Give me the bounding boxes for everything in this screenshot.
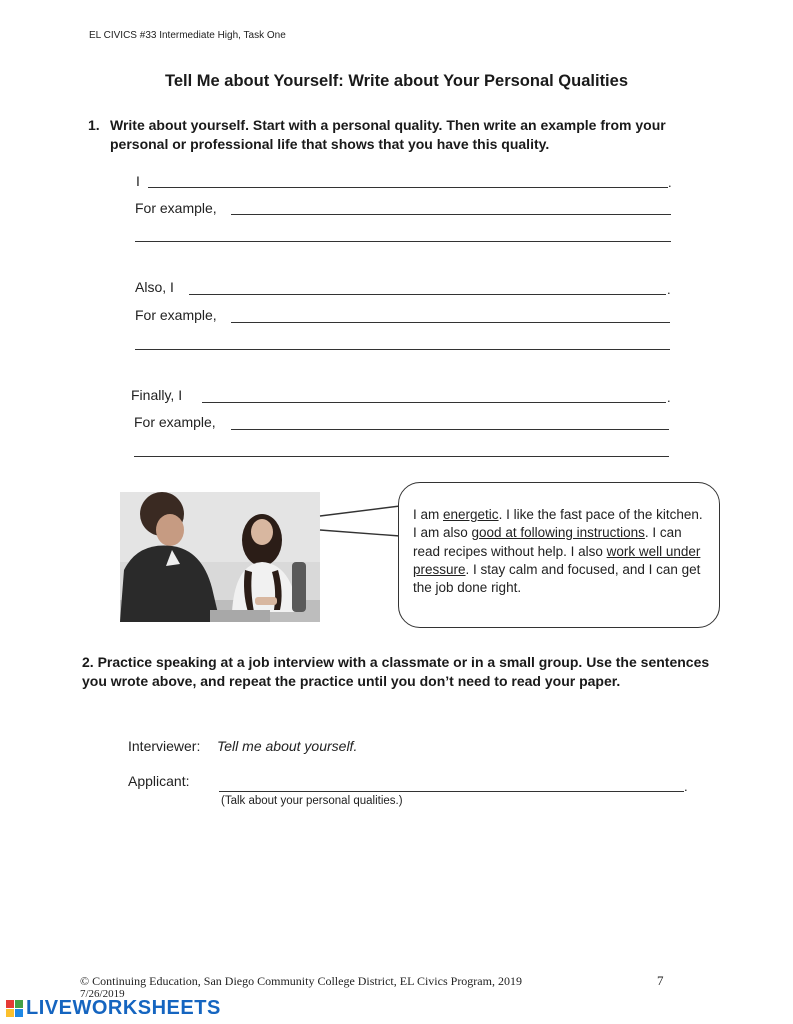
question-2-number: 2. [82, 654, 94, 670]
third-quality-blank[interactable] [202, 402, 666, 403]
second-example-prompt: For example, [135, 307, 217, 323]
question-2-text: Practice speaking at a job interview with a classmate or in a small group. Use the sentences you wrote above, and repeat the practice until you don’t need to read your paper. [82, 654, 710, 689]
worksheet-title: Tell Me about Yourself: Write about Your Personal Qualities [165, 72, 628, 90]
third-quality-period: . [667, 390, 671, 405]
first-quality-prompt: I [136, 173, 140, 189]
second-example-blank[interactable] [231, 322, 670, 323]
interview-photo [120, 492, 320, 622]
bubble-text-part: . I stay calm and focused, and I can get the job done right. [413, 561, 701, 596]
grid-square [6, 1009, 14, 1017]
applicant-answer-blank[interactable] [219, 791, 684, 792]
second-quality-prompt: Also, I [135, 279, 174, 295]
liveworksheets-wordmark: LIVEWORKSHEETS [26, 997, 221, 1019]
question-1 [88, 116, 708, 154]
document-header-label: EL CIVICS #33 Intermediate High, Task One [89, 30, 286, 41]
first-example-prompt: For example, [135, 200, 217, 216]
first-example-blank[interactable] [231, 214, 671, 215]
footer-date: 7/26/2019 [80, 988, 125, 1000]
speech-bubble-pointer [318, 498, 408, 538]
liveworksheets-grid-icon [6, 1000, 23, 1017]
grid-square [6, 1000, 14, 1008]
second-example-blank-line-2[interactable] [135, 349, 670, 350]
liveworksheets-logo[interactable] [6, 997, 221, 1020]
grid-square [15, 1000, 23, 1008]
first-quality-blank[interactable] [148, 187, 668, 188]
second-quality-blank[interactable] [189, 294, 666, 295]
question-1-text: Write about yourself. Start with a personal quality. Then write an example from your personal or professional life that shows that you have this quality. [110, 117, 666, 152]
bubble-text-part: . I like the fast pace of the kitchen. I am also [413, 507, 703, 541]
underlined-quality: energetic [443, 507, 499, 522]
applicant-period: . [684, 779, 688, 794]
page-number: 7 [657, 973, 664, 988]
interviewer-label: Interviewer: [128, 738, 201, 754]
question-2 [82, 653, 722, 691]
first-quality-period: . [668, 175, 672, 190]
third-example-blank[interactable] [231, 429, 669, 430]
third-example-blank-line-2[interactable] [134, 456, 669, 457]
interviewer-line: Tell me about yourself. [217, 738, 358, 754]
applicant-label: Applicant: [128, 773, 190, 789]
applicant-hint: (Talk about your personal qualities.) [221, 795, 403, 807]
speech-bubble-text [413, 506, 708, 597]
bubble-text-part: I am [413, 507, 444, 522]
second-quality-period: . [667, 282, 671, 297]
third-example-prompt: For example, [134, 414, 216, 430]
third-quality-prompt: Finally, I [131, 387, 183, 403]
footer-copyright: © Continuing Education, San Diego Community College District, EL Civics Program, 2019 [80, 974, 522, 988]
underlined-quality: work well under pressure [413, 543, 701, 577]
first-example-blank-line-2[interactable] [135, 241, 671, 242]
grid-square [15, 1009, 23, 1017]
bubble-text-part: . I can read recipes without help. I also [413, 525, 682, 559]
underlined-quality: good at following instructions [471, 525, 645, 541]
question-1-number: 1. [88, 117, 100, 133]
